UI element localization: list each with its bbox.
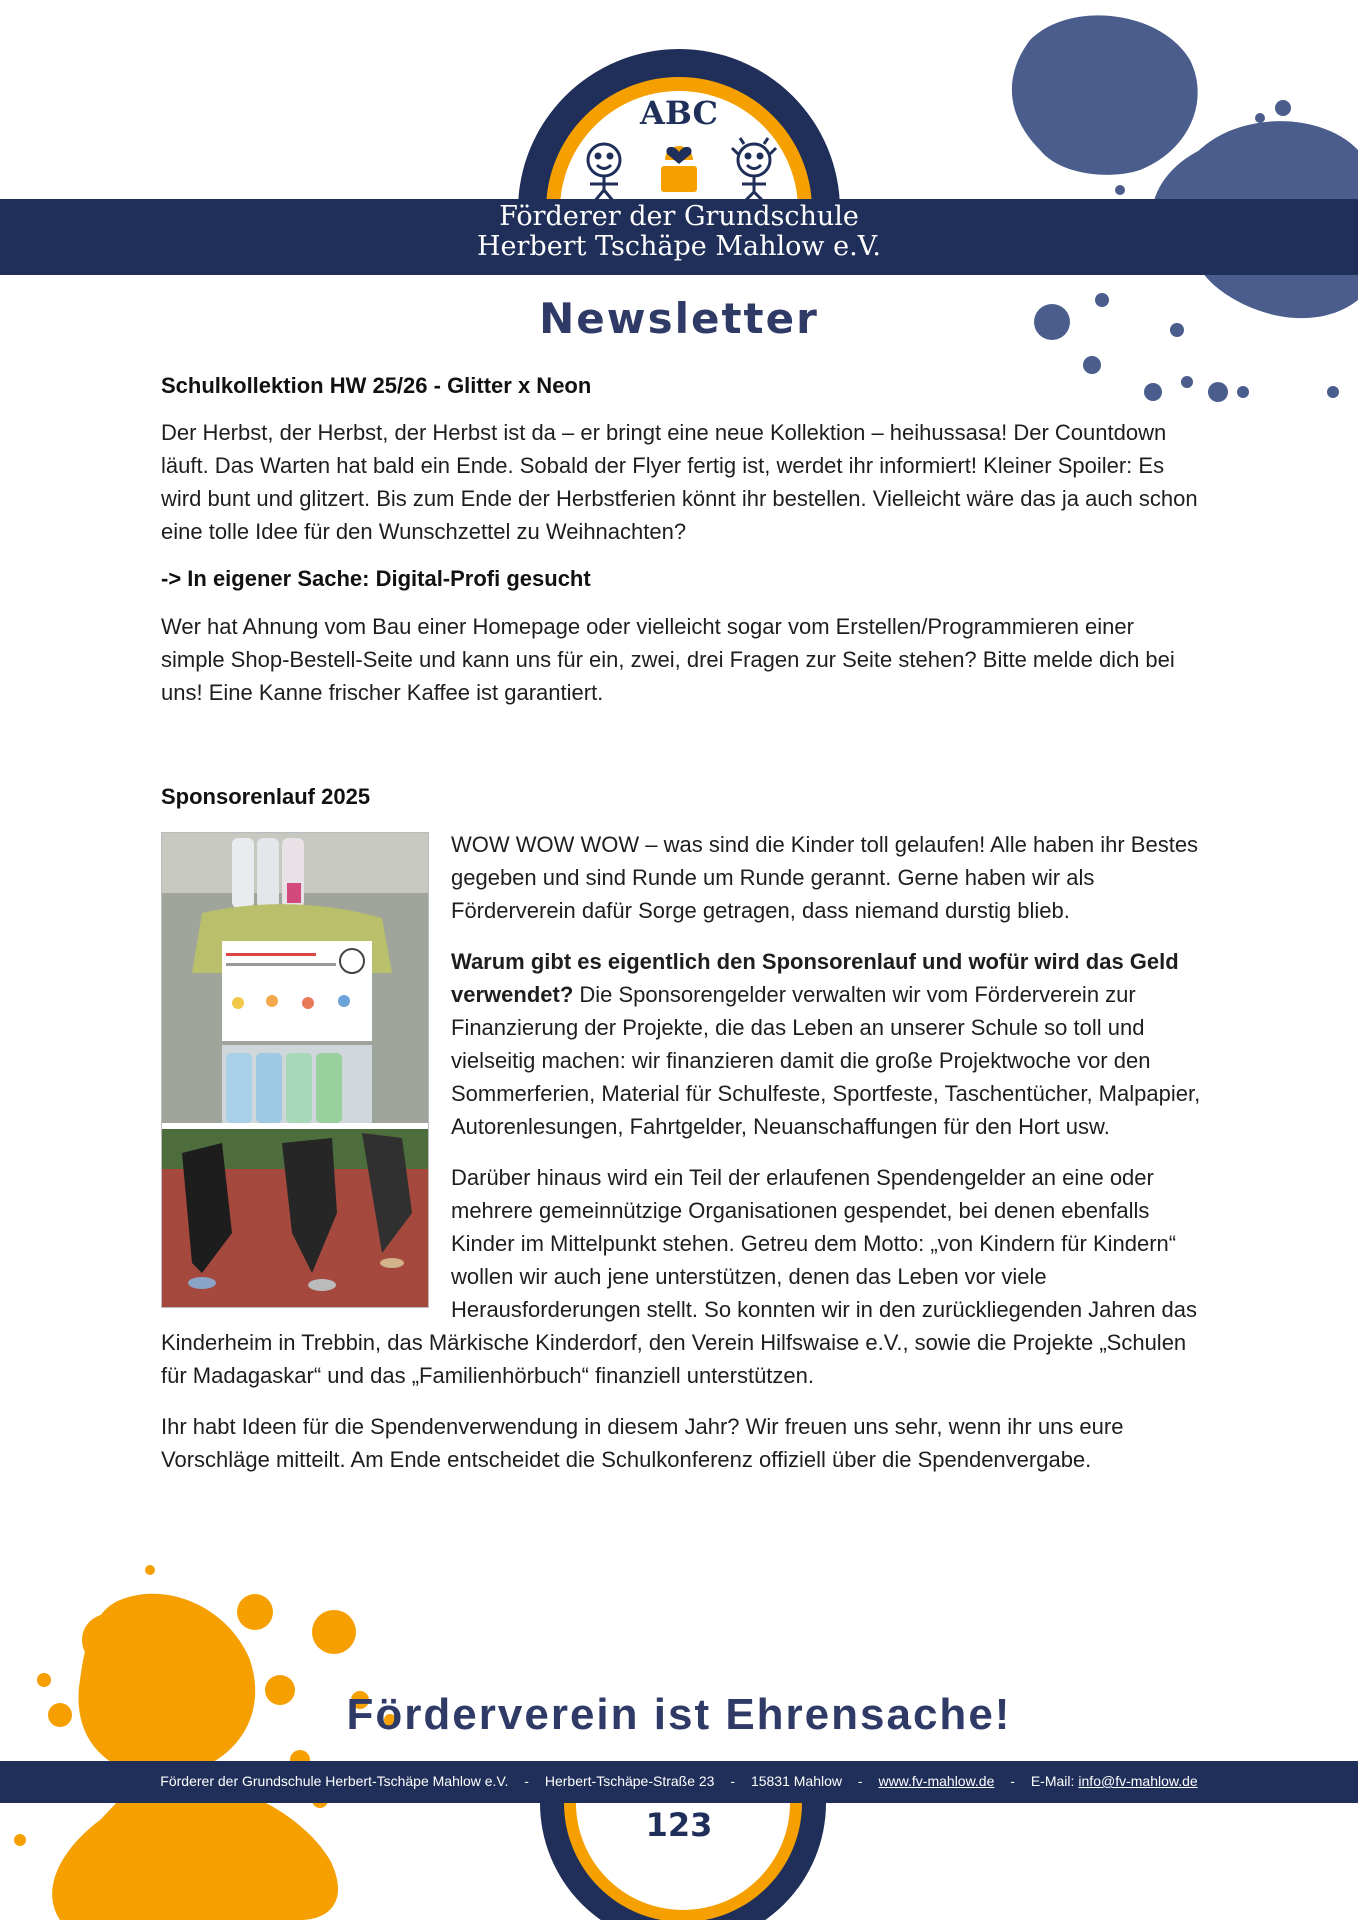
- page-number: 123: [645, 1806, 713, 1844]
- orange-paint-splash: [0, 1560, 430, 1920]
- footer-slogan: Förderverein ist Ehrensache!: [346, 1690, 1012, 1739]
- sponsor-paragraph-1: WOW WOW WOW – was sind die Kinder toll gelaufen! Alle haben ihr Bestes gegeben und sind Runde um Runde gerannt. Gerne haben wir als Förderverein dafür Sorge getragen, dass niemand durstig blieb.: [451, 832, 1199, 923]
- digital-text: Wer hat Ahnung vom Bau einer Homepage oder vielleicht sogar vom Erstellen/Programmieren einer simple Shop-Bestell-Seite und kann uns für ein, zwei, drei Fragen zur Seite stehen? Bitte melde dich bei uns! Eine Kanne frischer Kaffee ist garantiert.: [161, 614, 1175, 705]
- sponsor-section: [161, 828, 1201, 1476]
- organization-title: [0, 202, 1358, 262]
- footer-org: Förderer der Grundschule Herbert-Tschäpe Mahlow e.V.: [160, 1773, 509, 1789]
- organization-title-line1: Förderer der Grundschule: [499, 201, 859, 232]
- collection-heading: Schulkollektion HW 25/26 - Glitter x Neon: [161, 373, 592, 398]
- organization-title-line2: Herbert Tschäpe Mahlow e.V.: [476, 231, 882, 262]
- email-link[interactable]: info@fv-mahlow.de: [1078, 1773, 1198, 1789]
- digital-heading: -> In eigener Sache: Digital-Profi gesucht: [161, 566, 591, 591]
- footer-separator: -: [857, 1773, 863, 1789]
- footer-contact-line: [0, 1773, 1358, 1789]
- footer-separator: -: [730, 1773, 736, 1789]
- sponsor-heading: Sponsorenlauf 2025: [161, 784, 371, 809]
- sponsor-paragraph-4: Ihr habt Ideen für die Spendenverwendung in diesem Jahr? Wir freuen uns sehr, wenn ihr uns eure Vorschläge mitteilt. Am Ende entscheidet die Schulkonferenz offiziell über die Spendenvergabe.: [161, 1414, 1124, 1472]
- email-label: E-Mail:: [1030, 1773, 1075, 1789]
- logo-text: ABC: [640, 94, 718, 132]
- newsletter-title: Newsletter: [539, 294, 819, 343]
- sponsor-answer: Die Sponsorengelder verwalten wir vom Förderverein zur Finanzierung der Projekte, die das Leben an unserer Schule so toll und vielseitig machen: wir finanzieren damit die große Projektwoche vor den Sommerferien, Material für Schulfeste, Sportfeste, Taschentücher, Malpapier, Autorenlesungen, Fahrtgelder, Neuanschaffungen für den Hort usw.: [451, 982, 1201, 1139]
- sponsor-question: Warum gibt es eigentlich den Sponsorenlauf und wofür wird das Geld verwendet?: [451, 949, 1179, 1007]
- sponsor-paragraph-3: Darüber hinaus wird ein Teil der erlaufenen Spendengelder an eine oder mehrere gemeinnützige Organisationen gespendet, bei denen ebenfalls Kinder im Mittelpunkt stehen. Getreu dem Motto: „von Kindern für Kindern“ wollen wir auch jene unterstützen, denen das Leben vor viele Herausforderungen stellt. So konnten wir in den zurückliegenden Jahren das Kinderheim in Trebbin, das Märkische Kinderdorf, den Verein Hilfswaise e.V., sowie die Projekte „Schulen für Madagaskar“ und das „Familienhörbuch“ finanziell unterstützen.: [161, 1165, 1198, 1388]
- footer-separator: -: [1010, 1773, 1015, 1789]
- collection-text: Der Herbst, der Herbst, der Herbst ist da – er bringt eine neue Kollektion – heihussasa! Der Countdown läuft. Das Warten hat bald ein Ende. Sobald der Flyer fertig ist, werdet ihr informiert! Kleiner Spoiler: Es wird bunt und glitzert. Bis zum Ende der Herbstferien könnt ihr bestellen. Vielleicht wäre das ja auch schon eine tolle Idee für den Wunschzettel zu Weihnachten?: [161, 420, 1198, 544]
- footer-street: Herbert-Tschäpe-Straße 23: [544, 1773, 715, 1789]
- sponsor-run-photo: [161, 832, 429, 1308]
- footer-city: 15831 Mahlow: [750, 1773, 842, 1789]
- footer-separator: -: [524, 1773, 529, 1789]
- website-link[interactable]: www.fv-mahlow.de: [878, 1773, 995, 1789]
- newsletter-content: [161, 370, 1201, 1494]
